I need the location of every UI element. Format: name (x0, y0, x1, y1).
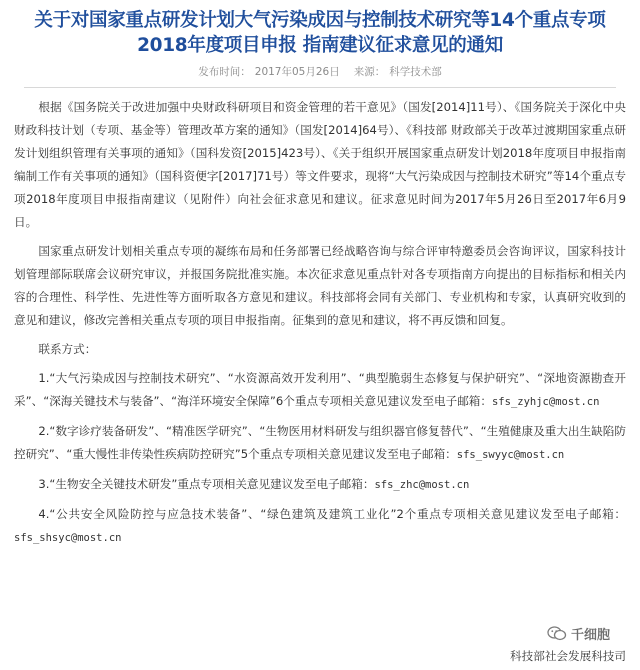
contact-item-text: 2.“数字诊疗装备研发”、“精准医学研究”、“生物医用材料研发与组织器官修复替代”、“生殖健康及重大出生缺陷防控研究”、“重大慢性非传染性疾病防控研究”5个重点专项相关意见建议发至电子邮箱： (14, 424, 626, 461)
publish-date: 2017年05月26日 (254, 66, 340, 78)
contact-email-link[interactable]: sfs_swyyc@most.cn (456, 449, 565, 461)
article-body (14, 96, 626, 550)
date-label: 发布时间： (198, 66, 251, 78)
contact-email-link[interactable]: sfs_shsyc@most.cn (14, 532, 122, 544)
title-line-2: 2018年度项目申报 指南建议征求意见的通知 (137, 35, 503, 56)
page-title (14, 8, 626, 58)
publish-meta (24, 64, 616, 88)
contact-email-link[interactable]: sfs_zyhjc@most.cn (491, 396, 600, 408)
contact-item-1 (14, 367, 626, 414)
source-label: 来源： (353, 66, 386, 78)
contact-email-link[interactable]: sfs_zhc@most.cn (374, 479, 470, 491)
publish-source: 科学技术部 (389, 66, 442, 78)
contact-item-text: 4.“公共安全风险防控与应急技术装备”、“绿色建筑及建筑工业化”2个重点专项相关意见建议发至电子邮箱： (38, 507, 626, 521)
contact-item-2 (14, 420, 626, 467)
wechat-icon (547, 626, 567, 641)
title-line-1: 关于对国家重点研发计划大气污染成因与控制技术研究等14个重点专项 (34, 10, 606, 31)
paragraph-2: 国家重点研发计划相关重点专项的凝练布局和任务部署已经战略咨询与综合评审特邀委员会咨询评议，国家科技计划管理部际联席会议研究审议，并报国务院批准实施。本次征求意见重点针对各专项指南方向提出的目标指标和相关内容的合理性、科学性、先进性等方面听取各方意见和建议。科技部将会同有关部门、专业机构和专家，认真研究收到的意见和建议，修改完善相关重点专项的项目申报指南。征集到的意见和建议，将不再反馈和回复。 (14, 244, 626, 327)
contact-heading: 联系方式： (38, 342, 97, 356)
watermark (547, 624, 610, 643)
contact-item-4 (14, 503, 626, 550)
contact-item-3 (14, 473, 626, 497)
paragraph-1: 根据《国务院关于改进加强中央财政科研项目和资金管理的若干意见》（国发[2014]11号）、《国务院关于深化中央财政科技计划（专项、基金等）管理改革方案的通知》（国发[2014]64号）、《科技部 财政部关于改革过渡期国家重点研发计划组织管理有关事项的通知》（国科发资[2015]423号）、《关于组织开展国家重点研发计划2018年度项目申报指南编制工作有关事项的通知》（国科资便字[2017]71号）等文件要求，现将“大气污染成因与控制技术研究”等14个重点专项2018年度项目申报指南建议（见附件）向社会征求意见和建议。征求意见时间为2017年5月26日至2017年6月9日。 (14, 100, 626, 229)
contact-item-text: 1.“大气污染成因与控制技术研究”、“水资源高效开发利用”、“典型脆弱生态修复与保护研究”、“深地资源勘查开采”、“深海关键技术与装备”、“海洋环境安全保障”6个重点专项相关意见建议发至电子邮箱： (14, 371, 626, 408)
signature: 科技部社会发展科技司 (510, 649, 626, 663)
watermark-text: 千细胞 (570, 628, 610, 643)
contact-item-text: 3.“生物安全关键技术研发”重点专项相关意见建议发至电子邮箱： (38, 477, 375, 491)
